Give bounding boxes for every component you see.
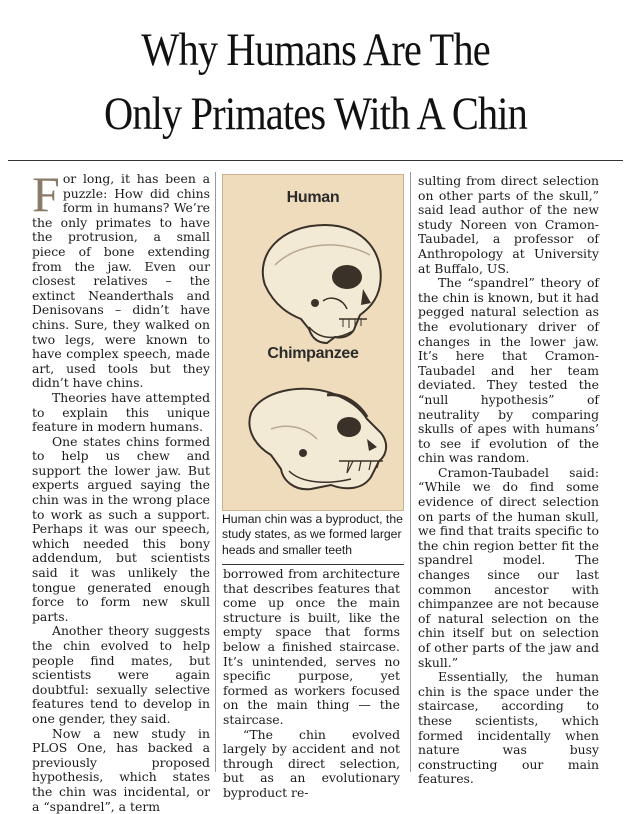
- headline-rule: [8, 160, 623, 161]
- paragraph: One states chins formed to help us chew and support the lower jaw. But experts argued saying the chin was in the wrong place to work as such a support. Perhaps it was our speech, which needed this bony addendum, but scientists said it was unlikely the tongue generated enough force to form new skull parts.: [32, 433, 210, 624]
- figure-label-human: Human: [286, 189, 340, 206]
- headline: [44, 18, 587, 146]
- paragraph: Theories have attempted to explain this unique feature in modern humans.: [32, 389, 210, 435]
- chimpanzee-skull-icon: [231, 373, 399, 503]
- drop-cap: F: [32, 166, 60, 222]
- figure-label-chimpanzee: Chimpanzee: [267, 345, 359, 362]
- skull-illustration: [222, 174, 404, 511]
- paragraph: borrowed from architecture that describes features that come up once the main structure is built, like the empty space that forms below a finished staircase. It’s unintended, serves no specific purpose, yet formed as workers focused on the main thing — the staircase.: [223, 566, 400, 727]
- column-divider: [410, 172, 411, 772]
- paragraph: Essentially, the human chin is the space under the staircase, according to these scientists, which formed incidentally when nature was busy constructing our main features.: [418, 669, 599, 787]
- human-skull-icon: [235, 215, 395, 345]
- article-column-3: [418, 173, 599, 787]
- paragraph: “The chin evolved largely by accident and not through direct selection, but as an evolutionary byproduct re-: [223, 726, 400, 800]
- paragraph: [32, 166, 210, 391]
- paragraph-text: or long, it has been a puzzle: How did chins form in humans? We’re the only primates to have the protrusion, a small piece of bone extending from the jaw. Even our closest relatives – the extinct Neanderthals and Denisovans – didn’t have chins. Sure, they walked on two legs, were known to have complex speech, made art, used tools but they didn’t have chins.: [32, 171, 210, 391]
- column-divider: [215, 172, 216, 772]
- article-column-2: [223, 566, 400, 800]
- paragraph: Cramon-Taubadel said: “While we do find some evidence of direct selection on parts of the human skull, we find that traits specific to the chin region better fit the spandrel model. The changes since our last common ancestor with chimpanzee are not because of natural selection on the chin itself but on selection of other parts of the jaw and skull.”: [418, 464, 599, 670]
- paragraph: sulting from direct selection on other parts of the skull,” said lead author of the new study Noreen von Cramon-Taubadel, a professor of Anthropology at University at Buffalo, US.: [418, 173, 599, 276]
- paragraph: Another theory suggests the chin evolved to help people find mates, but scientists were again doubtful: sexually selective features tend to develop in one gender, they said.: [32, 623, 210, 726]
- paragraph: Now a new study in PLOS One, has backed a previously proposed hypothesis, which states the chin was incidental, or a “spandrel”, a term: [32, 725, 210, 814]
- paragraph: The “spandrel” theory of the chin is known, but it had pegged natural selection as the evolutionary driver of changes in the lower jaw. It’s here that Cramon-Taubadel and her team deviated. They tested the “null hypothesis” of neutrality by comparing skulls of apes with humans’ to see if evolution of the chin was random.: [418, 275, 599, 466]
- caption-rule: [222, 564, 404, 565]
- figure-caption: Human chin was a byproduct, the study states, as we formed larger heads and smaller teeth: [222, 512, 403, 557]
- headline-line-1: Why Humans Are The: [141, 24, 490, 76]
- headline-line-2: Only Primates With A Chin: [103, 88, 528, 140]
- article-column-1: [32, 166, 210, 814]
